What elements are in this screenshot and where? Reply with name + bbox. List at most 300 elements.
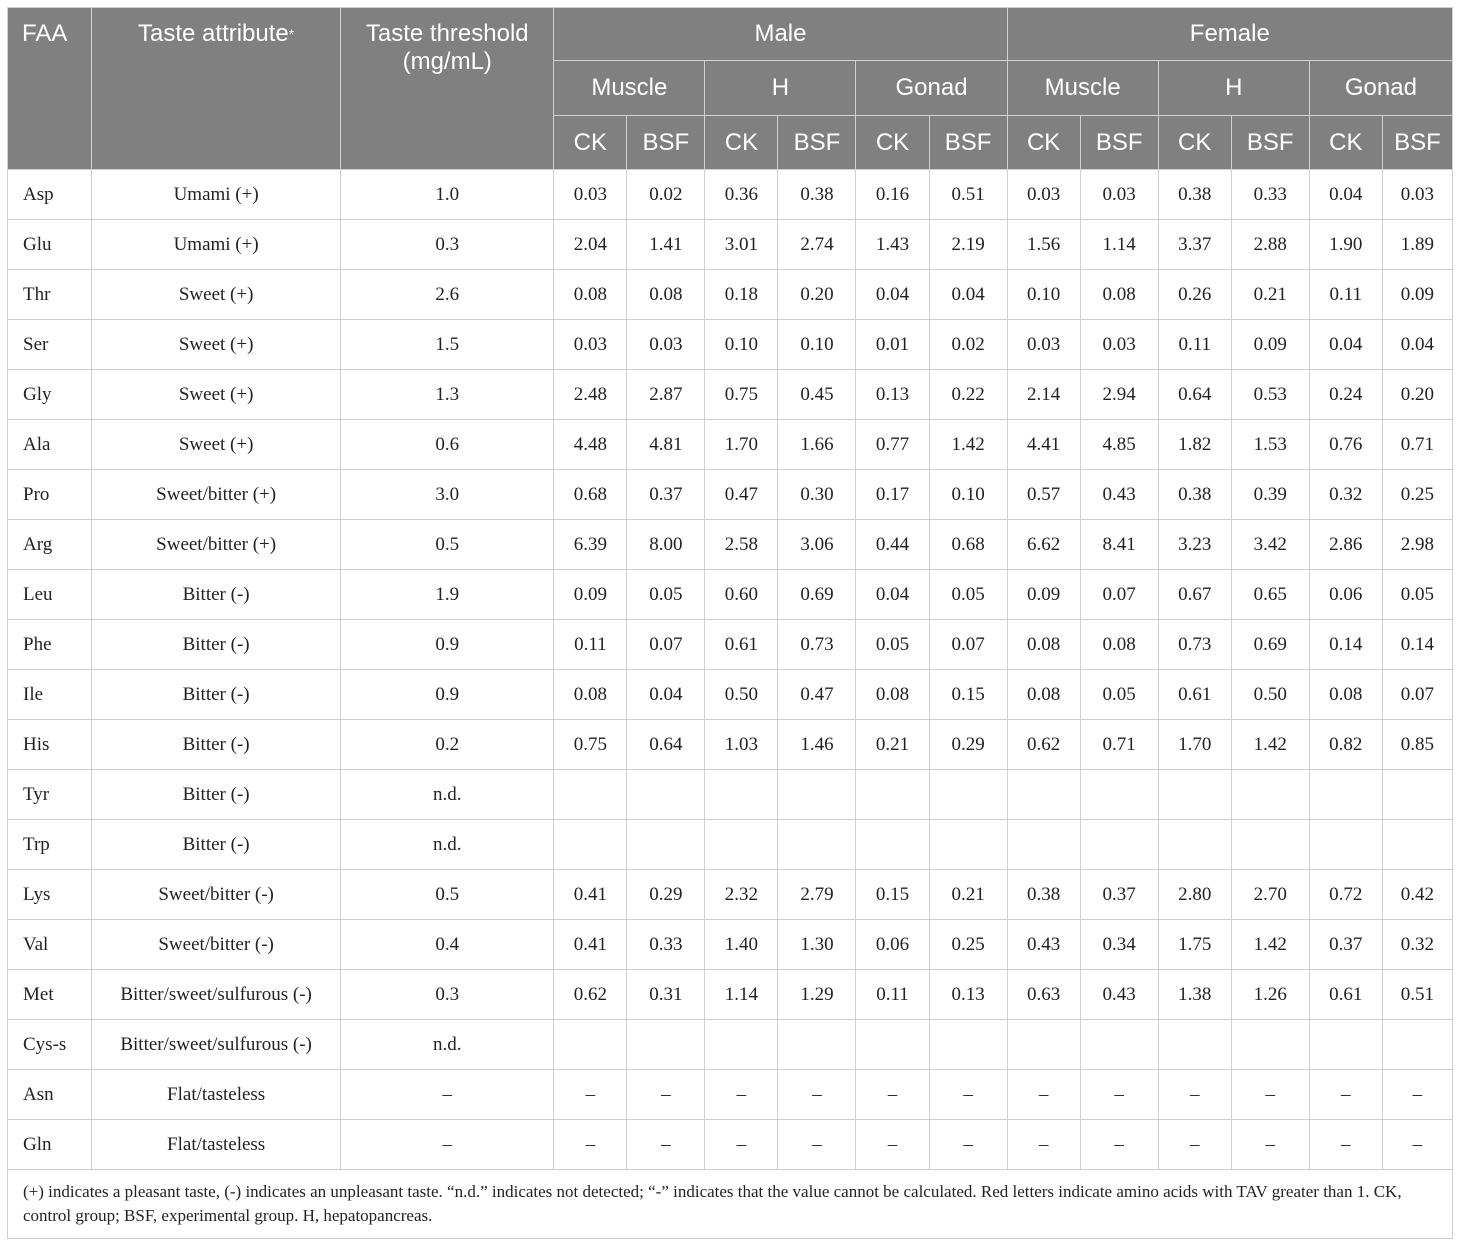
- cell-value: 0.68: [554, 470, 627, 520]
- cell-value: 0.36: [705, 170, 778, 220]
- cell-value: [1309, 1020, 1382, 1070]
- cell-value: –: [554, 1070, 627, 1120]
- cell-value: 0.44: [856, 520, 929, 570]
- cell-value: 0.38: [1007, 870, 1080, 920]
- cell-value: 4.48: [554, 420, 627, 470]
- cell-value: 0.08: [1080, 270, 1158, 320]
- cell-value: 2.87: [627, 370, 705, 420]
- cell-value: 1.26: [1231, 970, 1309, 1020]
- cell-value: 2.70: [1231, 870, 1309, 920]
- cell-taste-attribute: Sweet/bitter (-): [92, 870, 341, 920]
- header-tissue: Gonad: [856, 61, 1007, 116]
- cell-value: [705, 820, 778, 870]
- cell-value: 4.85: [1080, 420, 1158, 470]
- table-row: [8, 270, 1453, 320]
- cell-value: [1309, 820, 1382, 870]
- cell-value: 0.51: [929, 170, 1007, 220]
- table-row: [8, 970, 1453, 1020]
- cell-value: 0.03: [1007, 320, 1080, 370]
- cell-value: 0.62: [1007, 720, 1080, 770]
- cell-value: 1.14: [705, 970, 778, 1020]
- cell-value: 0.05: [929, 570, 1007, 620]
- cell-value: 0.31: [627, 970, 705, 1020]
- cell-value: –: [1007, 1070, 1080, 1120]
- table-row: [8, 870, 1453, 920]
- cell-value: 0.69: [1231, 620, 1309, 670]
- header-group: BSF: [1080, 116, 1158, 170]
- cell-value: 1.53: [1231, 420, 1309, 470]
- cell-value: 0.61: [705, 620, 778, 670]
- cell-value: 0.77: [856, 420, 929, 470]
- cell-value: –: [1080, 1070, 1158, 1120]
- cell-value: 0.04: [856, 570, 929, 620]
- cell-value: 0.37: [1080, 870, 1158, 920]
- cell-value: 1.29: [778, 970, 856, 1020]
- cell-value: 0.50: [705, 670, 778, 720]
- cell-taste-threshold: 0.9: [341, 670, 554, 720]
- cell-taste-threshold: 0.2: [341, 720, 554, 770]
- cell-value: [1158, 820, 1231, 870]
- cell-value: 1.42: [1231, 920, 1309, 970]
- cell-value: –: [1080, 1120, 1158, 1170]
- cell-taste-attribute: Sweet/bitter (+): [92, 470, 341, 520]
- cell-value: 2.88: [1231, 220, 1309, 270]
- cell-value: [1007, 1020, 1080, 1070]
- cell-faa: Tyr: [8, 770, 92, 820]
- cell-value: [1382, 770, 1452, 820]
- cell-value: [1007, 820, 1080, 870]
- cell-value: 0.04: [929, 270, 1007, 320]
- cell-value: 0.04: [1382, 320, 1452, 370]
- cell-taste-attribute: Bitter/sweet/sulfurous (-): [92, 1020, 341, 1070]
- cell-value: 0.15: [929, 670, 1007, 720]
- cell-value: 2.94: [1080, 370, 1158, 420]
- cell-value: 1.40: [705, 920, 778, 970]
- cell-taste-attribute: Sweet/bitter (-): [92, 920, 341, 970]
- cell-value: 0.16: [856, 170, 929, 220]
- cell-value: 0.10: [705, 320, 778, 370]
- cell-value: 1.56: [1007, 220, 1080, 270]
- cell-value: –: [705, 1070, 778, 1120]
- cell-value: 0.75: [705, 370, 778, 420]
- header-group: CK: [1007, 116, 1080, 170]
- cell-faa: Met: [8, 970, 92, 1020]
- cell-value: [929, 770, 1007, 820]
- cell-faa: Leu: [8, 570, 92, 620]
- cell-value: [627, 820, 705, 870]
- cell-value: 1.70: [705, 420, 778, 470]
- cell-value: 0.73: [778, 620, 856, 670]
- cell-taste-threshold: 0.3: [341, 970, 554, 1020]
- cell-faa: Gly: [8, 370, 92, 420]
- cell-value: 0.21: [1231, 270, 1309, 320]
- cell-value: 0.08: [1007, 620, 1080, 670]
- cell-value: 0.03: [1007, 170, 1080, 220]
- cell-value: 0.20: [778, 270, 856, 320]
- cell-value: [627, 770, 705, 820]
- cell-value: [554, 1020, 627, 1070]
- cell-taste-attribute: Bitter (-): [92, 570, 341, 620]
- cell-value: 0.53: [1231, 370, 1309, 420]
- cell-taste-attribute: Flat/tasteless: [92, 1070, 341, 1120]
- cell-value: [1158, 770, 1231, 820]
- cell-value: [554, 820, 627, 870]
- cell-value: [856, 770, 929, 820]
- cell-value: [705, 770, 778, 820]
- cell-value: 1.66: [778, 420, 856, 470]
- cell-taste-attribute: Flat/tasteless: [92, 1120, 341, 1170]
- header-taste-attribute: [92, 8, 341, 170]
- cell-value: 0.08: [554, 270, 627, 320]
- header-group: CK: [1158, 116, 1231, 170]
- cell-value: 0.02: [929, 320, 1007, 370]
- cell-value: 0.11: [1158, 320, 1231, 370]
- cell-taste-attribute: Bitter (-): [92, 670, 341, 720]
- cell-value: 0.08: [1007, 670, 1080, 720]
- cell-value: 0.33: [627, 920, 705, 970]
- cell-taste-threshold: 1.3: [341, 370, 554, 420]
- cell-value: 0.69: [778, 570, 856, 620]
- cell-value: [554, 770, 627, 820]
- header-group: BSF: [627, 116, 705, 170]
- cell-value: 0.62: [554, 970, 627, 1020]
- cell-taste-attribute: Bitter/sweet/sulfurous (-): [92, 970, 341, 1020]
- cell-faa: Glu: [8, 220, 92, 270]
- cell-taste-attribute: Umami (+): [92, 170, 341, 220]
- cell-value: 0.25: [929, 920, 1007, 970]
- header-group: BSF: [1231, 116, 1309, 170]
- cell-faa: Phe: [8, 620, 92, 670]
- cell-value: 3.23: [1158, 520, 1231, 570]
- cell-value: 8.41: [1080, 520, 1158, 570]
- cell-value: 2.48: [554, 370, 627, 420]
- cell-value: [1382, 820, 1452, 870]
- cell-value: 0.45: [778, 370, 856, 420]
- cell-value: 2.79: [778, 870, 856, 920]
- cell-taste-threshold: 2.6: [341, 270, 554, 320]
- cell-value: 0.22: [929, 370, 1007, 420]
- cell-value: 0.82: [1309, 720, 1382, 770]
- cell-value: 0.71: [1080, 720, 1158, 770]
- cell-value: 2.86: [1309, 520, 1382, 570]
- cell-value: 0.05: [856, 620, 929, 670]
- cell-value: 4.41: [1007, 420, 1080, 470]
- cell-faa: Gln: [8, 1120, 92, 1170]
- header-female: Female: [1007, 8, 1452, 61]
- cell-faa: Asn: [8, 1070, 92, 1120]
- cell-value: –: [1382, 1070, 1452, 1120]
- cell-value: 0.18: [705, 270, 778, 320]
- cell-value: [856, 820, 929, 870]
- cell-value: 1.30: [778, 920, 856, 970]
- faa-taste-table-container: [7, 7, 1453, 1239]
- cell-value: 2.32: [705, 870, 778, 920]
- cell-value: –: [1007, 1120, 1080, 1170]
- cell-value: [1007, 770, 1080, 820]
- table-row: [8, 170, 1453, 220]
- cell-value: [778, 770, 856, 820]
- table-row: [8, 1120, 1453, 1170]
- cell-value: 0.21: [929, 870, 1007, 920]
- cell-value: [1231, 770, 1309, 820]
- cell-value: 0.11: [856, 970, 929, 1020]
- cell-value: 0.20: [1382, 370, 1452, 420]
- cell-value: 0.34: [1080, 920, 1158, 970]
- header-faa: FAA: [8, 8, 92, 170]
- cell-value: 0.68: [929, 520, 1007, 570]
- cell-taste-attribute: Bitter (-): [92, 620, 341, 670]
- header-tissue: H: [705, 61, 856, 116]
- cell-value: [1080, 770, 1158, 820]
- cell-value: 0.37: [627, 470, 705, 520]
- cell-value: 0.07: [929, 620, 1007, 670]
- table-row: [8, 770, 1453, 820]
- cell-value: [627, 1020, 705, 1070]
- header-group: CK: [1309, 116, 1382, 170]
- cell-value: 0.07: [1080, 570, 1158, 620]
- cell-value: [1080, 1020, 1158, 1070]
- header-male: Male: [554, 8, 1007, 61]
- cell-value: 0.37: [1309, 920, 1382, 970]
- cell-value: 0.33: [1231, 170, 1309, 220]
- cell-value: 0.15: [856, 870, 929, 920]
- cell-value: 0.64: [627, 720, 705, 770]
- cell-value: 0.03: [627, 320, 705, 370]
- cell-value: –: [929, 1070, 1007, 1120]
- cell-value: 1.38: [1158, 970, 1231, 1020]
- footnote-row: [8, 1170, 1453, 1239]
- cell-value: 0.24: [1309, 370, 1382, 420]
- table-row: [8, 920, 1453, 970]
- header-group: BSF: [778, 116, 856, 170]
- cell-value: 0.01: [856, 320, 929, 370]
- header-group: BSF: [1382, 116, 1452, 170]
- cell-value: 0.38: [1158, 470, 1231, 520]
- cell-value: 0.05: [1080, 670, 1158, 720]
- cell-value: 0.03: [1080, 170, 1158, 220]
- cell-value: 0.04: [1309, 170, 1382, 220]
- header-tissue: Muscle: [1007, 61, 1158, 116]
- cell-value: [1231, 1020, 1309, 1070]
- cell-value: 4.81: [627, 420, 705, 470]
- cell-value: 3.42: [1231, 520, 1309, 570]
- cell-value: [929, 820, 1007, 870]
- cell-value: –: [627, 1070, 705, 1120]
- cell-value: 0.38: [778, 170, 856, 220]
- cell-value: 0.14: [1309, 620, 1382, 670]
- cell-taste-threshold: 1.0: [341, 170, 554, 220]
- cell-value: 0.61: [1158, 670, 1231, 720]
- cell-value: 1.42: [929, 420, 1007, 470]
- cell-value: 1.46: [778, 720, 856, 770]
- cell-value: [1382, 1020, 1452, 1070]
- cell-value: 0.04: [856, 270, 929, 320]
- cell-value: 0.41: [554, 870, 627, 920]
- cell-value: 1.14: [1080, 220, 1158, 270]
- cell-value: 2.74: [778, 220, 856, 270]
- cell-value: [778, 820, 856, 870]
- cell-value: –: [856, 1070, 929, 1120]
- cell-value: –: [1231, 1120, 1309, 1170]
- cell-taste-threshold: –: [341, 1070, 554, 1120]
- cell-value: 0.39: [1231, 470, 1309, 520]
- cell-value: –: [705, 1120, 778, 1170]
- cell-value: 0.10: [778, 320, 856, 370]
- table-row: [8, 620, 1453, 670]
- cell-faa: Pro: [8, 470, 92, 520]
- header-group: CK: [705, 116, 778, 170]
- cell-value: 0.50: [1231, 670, 1309, 720]
- cell-value: 0.02: [627, 170, 705, 220]
- cell-value: 0.29: [929, 720, 1007, 770]
- cell-faa: Val: [8, 920, 92, 970]
- cell-value: 2.14: [1007, 370, 1080, 420]
- cell-faa: Arg: [8, 520, 92, 570]
- cell-value: 0.29: [627, 870, 705, 920]
- header-tissue: Muscle: [554, 61, 705, 116]
- cell-faa: Cys-s: [8, 1020, 92, 1070]
- header-taste-threshold: [341, 8, 554, 170]
- cell-taste-threshold: 0.3: [341, 220, 554, 270]
- table-row: [8, 1070, 1453, 1120]
- cell-faa: His: [8, 720, 92, 770]
- cell-value: 0.11: [1309, 270, 1382, 320]
- cell-value: –: [1309, 1120, 1382, 1170]
- cell-value: 0.07: [627, 620, 705, 670]
- header-threshold-line2: (mg/mL): [402, 48, 492, 75]
- cell-value: 0.43: [1080, 970, 1158, 1020]
- cell-value: 1.70: [1158, 720, 1231, 770]
- cell-taste-threshold: 0.6: [341, 420, 554, 470]
- cell-taste-attribute: Sweet/bitter (+): [92, 520, 341, 570]
- table-row: [8, 820, 1453, 870]
- cell-value: 0.61: [1309, 970, 1382, 1020]
- header-group: CK: [856, 116, 929, 170]
- cell-value: [1231, 820, 1309, 870]
- cell-faa: Ile: [8, 670, 92, 720]
- cell-value: [856, 1020, 929, 1070]
- header-group: BSF: [929, 116, 1007, 170]
- cell-value: 0.13: [929, 970, 1007, 1020]
- cell-value: 0.75: [554, 720, 627, 770]
- cell-value: 0.32: [1382, 920, 1452, 970]
- cell-taste-attribute: Sweet (+): [92, 370, 341, 420]
- cell-value: 6.39: [554, 520, 627, 570]
- cell-value: 8.00: [627, 520, 705, 570]
- cell-taste-attribute: Sweet (+): [92, 270, 341, 320]
- cell-value: 2.19: [929, 220, 1007, 270]
- table-row: [8, 470, 1453, 520]
- header-tissue: H: [1158, 61, 1309, 116]
- cell-value: –: [1231, 1070, 1309, 1120]
- table-row: [8, 370, 1453, 420]
- table-footnote: (+) indicates a pleasant taste, (-) indicates an unpleasant taste. “n.d.” indicates not detected; “-” indicates that the value cannot be calculated. Red letters indicate amino acids with TAV greater than 1. CK, control group; BSF, experimental group. H, hepatopancreas.: [8, 1170, 1453, 1239]
- table-row: [8, 220, 1453, 270]
- cell-taste-threshold: n.d.: [341, 820, 554, 870]
- cell-value: 0.47: [778, 670, 856, 720]
- cell-taste-threshold: n.d.: [341, 770, 554, 820]
- header-tissue: Gonad: [1309, 61, 1452, 116]
- cell-value: 0.51: [1382, 970, 1452, 1020]
- table-row: [8, 670, 1453, 720]
- cell-value: 0.09: [1007, 570, 1080, 620]
- cell-taste-attribute: Bitter (-): [92, 720, 341, 770]
- cell-value: 0.72: [1309, 870, 1382, 920]
- cell-value: –: [778, 1070, 856, 1120]
- cell-value: 0.03: [554, 320, 627, 370]
- cell-value: 2.04: [554, 220, 627, 270]
- cell-value: 0.21: [856, 720, 929, 770]
- cell-value: 0.07: [1382, 670, 1452, 720]
- cell-value: 1.42: [1231, 720, 1309, 770]
- cell-taste-attribute: Sweet (+): [92, 320, 341, 370]
- table-row: [8, 520, 1453, 570]
- cell-value: 2.98: [1382, 520, 1452, 570]
- cell-value: 0.04: [627, 670, 705, 720]
- cell-value: –: [1309, 1070, 1382, 1120]
- cell-value: 0.05: [1382, 570, 1452, 620]
- cell-taste-threshold: 0.5: [341, 520, 554, 570]
- cell-value: 0.08: [627, 270, 705, 320]
- cell-value: –: [1382, 1120, 1452, 1170]
- header-threshold-line1: Taste threshold: [365, 20, 529, 47]
- cell-taste-threshold: 0.9: [341, 620, 554, 670]
- cell-value: 0.65: [1231, 570, 1309, 620]
- cell-value: –: [1158, 1120, 1231, 1170]
- cell-value: 0.43: [1007, 920, 1080, 970]
- cell-value: 1.90: [1309, 220, 1382, 270]
- cell-value: 0.42: [1382, 870, 1452, 920]
- cell-taste-threshold: n.d.: [341, 1020, 554, 1070]
- cell-value: 0.03: [1382, 170, 1452, 220]
- cell-value: 0.25: [1382, 470, 1452, 520]
- cell-value: –: [778, 1120, 856, 1170]
- cell-value: 6.62: [1007, 520, 1080, 570]
- cell-value: 0.08: [1080, 620, 1158, 670]
- cell-value: 0.08: [1309, 670, 1382, 720]
- cell-value: 0.03: [554, 170, 627, 220]
- cell-value: 0.03: [1080, 320, 1158, 370]
- cell-value: 0.06: [1309, 570, 1382, 620]
- cell-taste-attribute: Umami (+): [92, 220, 341, 270]
- cell-value: 0.32: [1309, 470, 1382, 520]
- cell-value: 0.08: [554, 670, 627, 720]
- cell-value: 3.37: [1158, 220, 1231, 270]
- cell-taste-threshold: 0.4: [341, 920, 554, 970]
- header-taste-attribute-label: Taste attribute: [138, 20, 289, 47]
- cell-value: 2.58: [705, 520, 778, 570]
- table-row: [8, 720, 1453, 770]
- cell-value: 0.64: [1158, 370, 1231, 420]
- cell-value: 1.89: [1382, 220, 1452, 270]
- cell-faa: Trp: [8, 820, 92, 870]
- cell-taste-threshold: 0.5: [341, 870, 554, 920]
- cell-value: 1.41: [627, 220, 705, 270]
- cell-value: 0.30: [778, 470, 856, 520]
- cell-value: 0.14: [1382, 620, 1452, 670]
- cell-faa: Lys: [8, 870, 92, 920]
- cell-value: 0.17: [856, 470, 929, 520]
- cell-value: 1.03: [705, 720, 778, 770]
- cell-value: 0.60: [705, 570, 778, 620]
- cell-taste-attribute: Bitter (-): [92, 820, 341, 870]
- cell-value: 2.80: [1158, 870, 1231, 920]
- cell-taste-threshold: 1.9: [341, 570, 554, 620]
- cell-value: –: [554, 1120, 627, 1170]
- cell-value: 0.10: [1007, 270, 1080, 320]
- header-group: CK: [554, 116, 627, 170]
- cell-value: 0.11: [554, 620, 627, 670]
